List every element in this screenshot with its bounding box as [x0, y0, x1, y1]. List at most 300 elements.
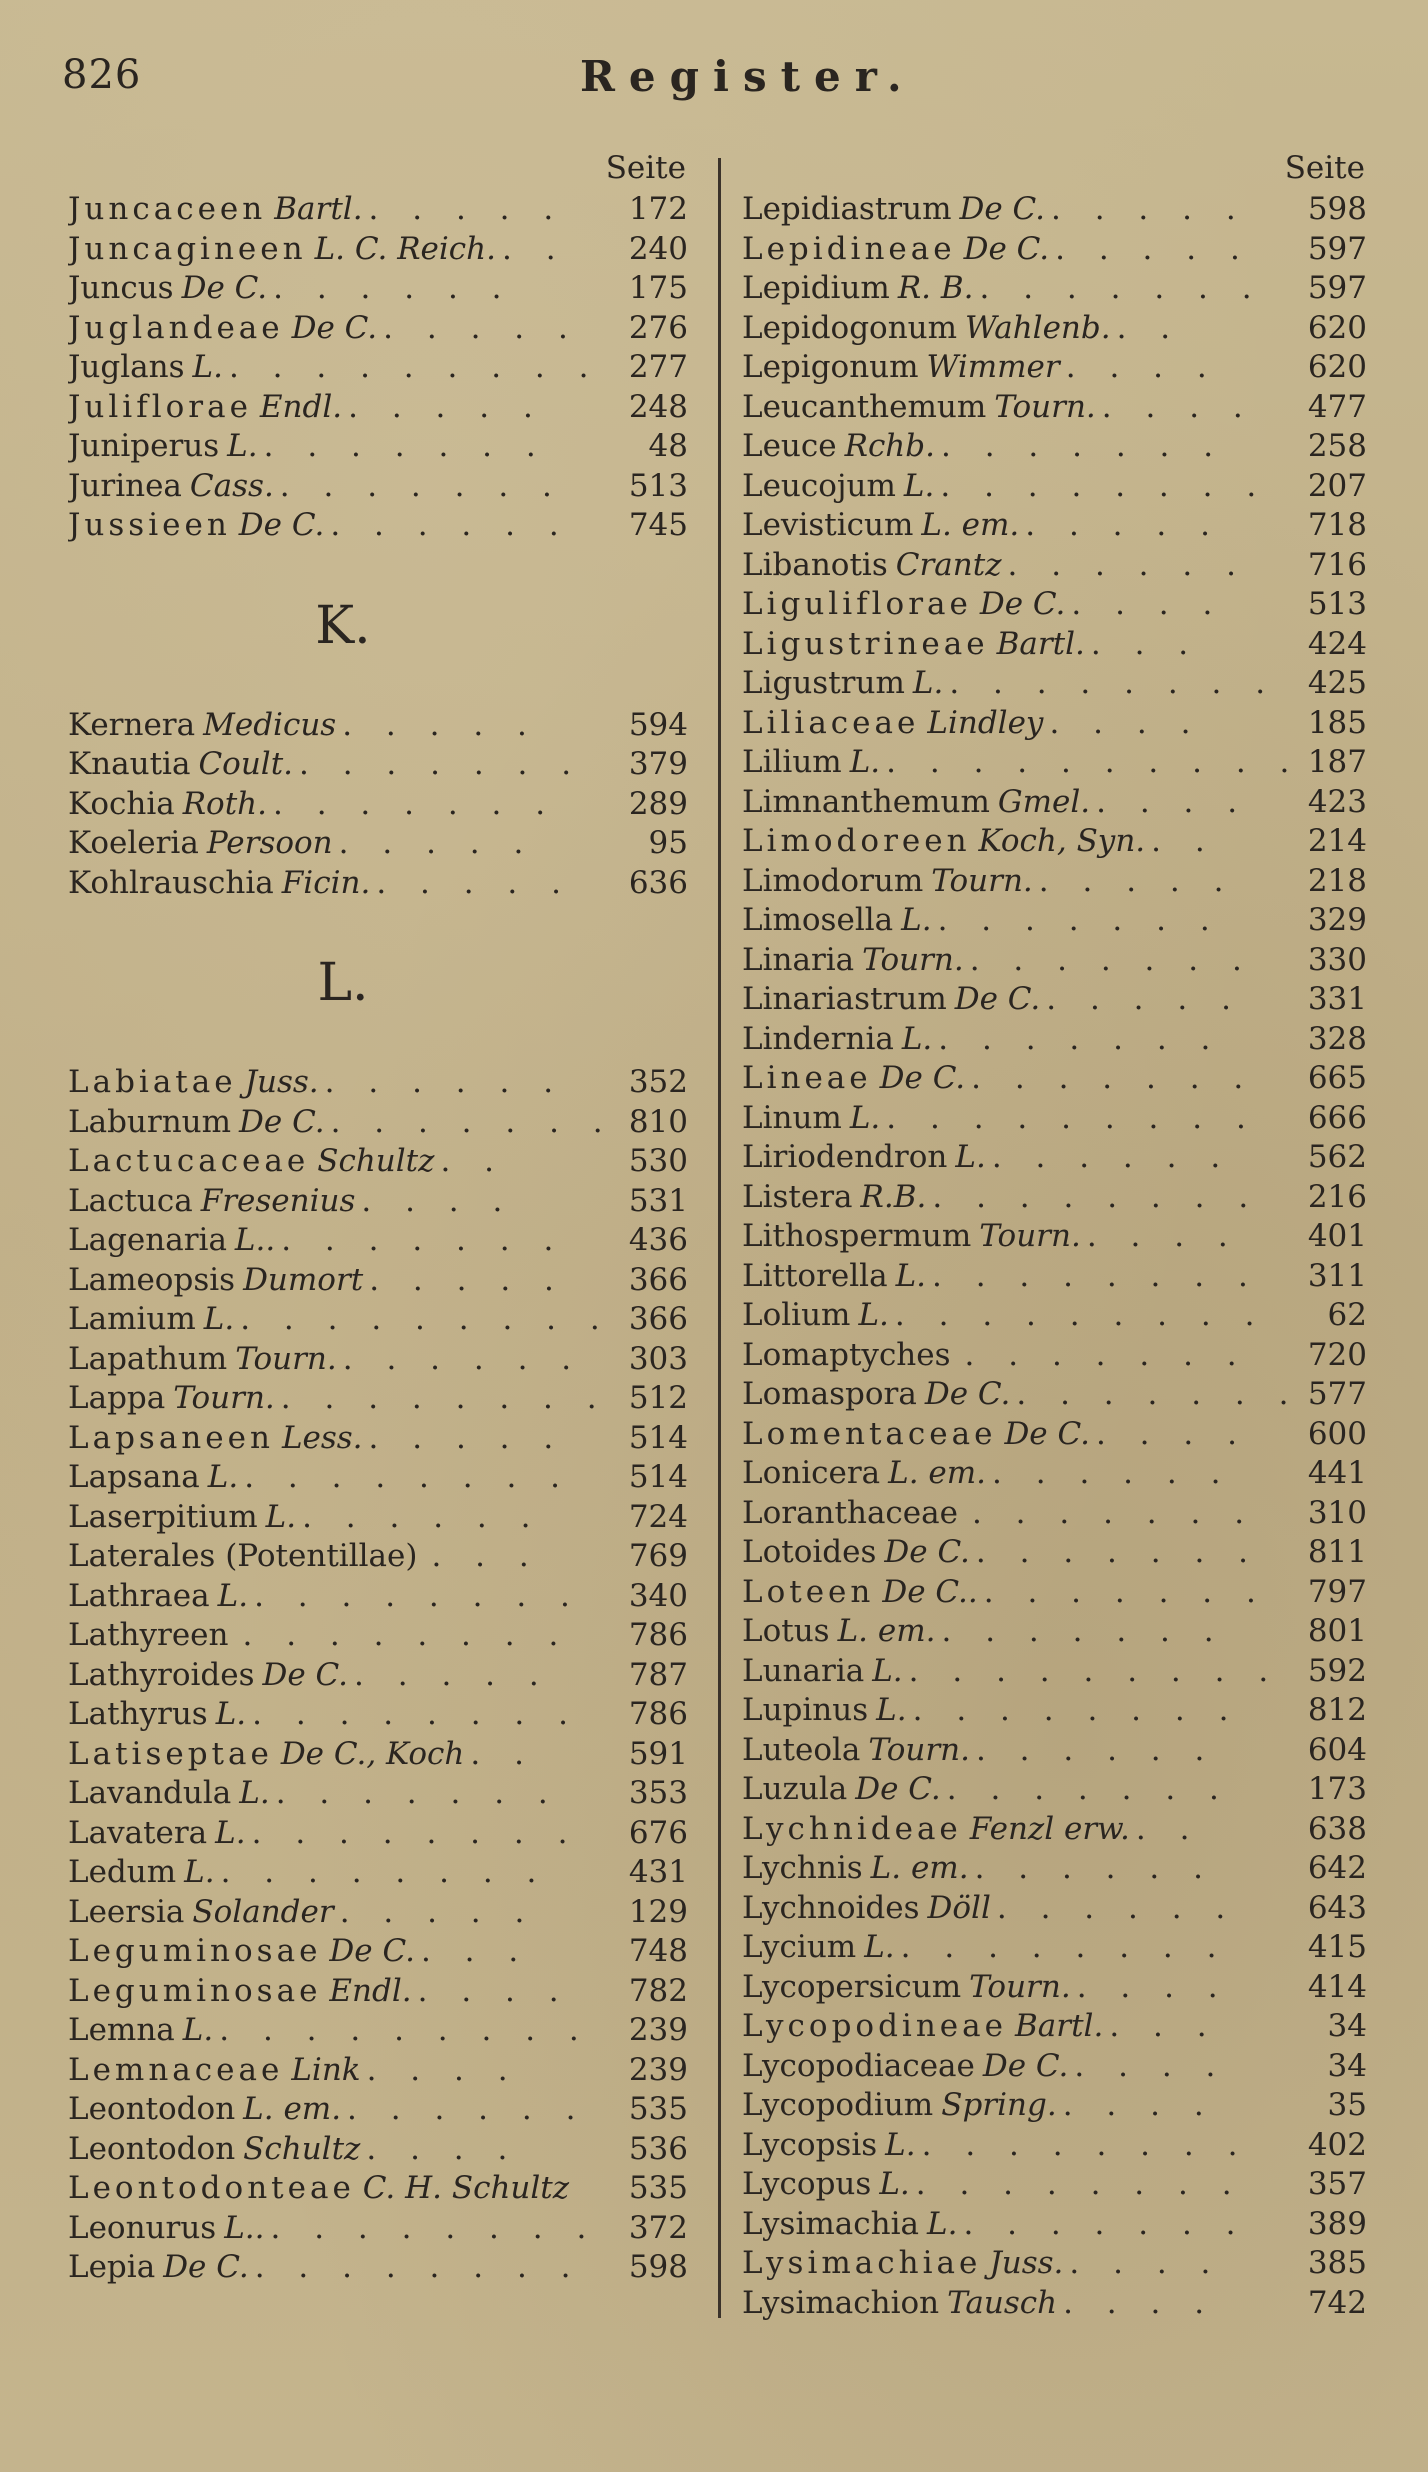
entry-author: Bartl.	[996, 625, 1085, 662]
leader-dots: . . . . . . .	[281, 1222, 566, 1258]
entry-name: Knautia	[68, 746, 191, 782]
entry-author: L..	[234, 1222, 276, 1258]
entry-author: L.	[876, 1692, 907, 1728]
leader-dots: . . . . . . .	[330, 1103, 615, 1140]
index-entry	[68, 2130, 688, 2170]
entry-author: Tourn.	[979, 1218, 1081, 1254]
entry-name: Liliaceae	[742, 704, 920, 741]
entry-name: Lactuca	[68, 1182, 193, 1219]
leader-dots: . . . . . . . .	[251, 1814, 580, 1851]
entry-name: Linum	[742, 1099, 842, 1136]
entry-author: Tourn.	[235, 1340, 337, 1377]
entry-page-number: 329	[1307, 902, 1367, 938]
entry-page-number: 328	[1307, 1020, 1367, 1057]
leader-dots: . . . . . . .	[941, 1613, 1226, 1649]
entry-name: Ligustrum	[742, 665, 905, 701]
index-entry	[68, 2248, 688, 2288]
entry-author: Tourn.	[862, 941, 964, 978]
entry-author: Link	[291, 2051, 361, 2088]
index-entry	[68, 230, 688, 270]
entry-page-number: 562	[1307, 1139, 1367, 1175]
entry-name: Lathraea	[68, 1577, 210, 1614]
entry-name: Lysimachiae	[742, 2245, 982, 2281]
leader-dots: . . . . . . .	[279, 467, 564, 504]
entry-name: Lilium	[742, 744, 842, 780]
leader-dots: . . . . . . .	[971, 1494, 1257, 1531]
leader-dots: . . .	[1090, 625, 1201, 662]
index-entry	[68, 1932, 688, 1972]
entry-author: De C.	[959, 191, 1046, 227]
leader-dots: . . . . . .	[273, 270, 514, 306]
entry-name: Linaria	[742, 941, 855, 978]
entry-author: Wahlenb.	[965, 309, 1111, 346]
entry-author: Ficin.	[281, 864, 371, 901]
entry-author: Less.	[281, 1419, 363, 1456]
entry-page-number: 812	[1307, 1692, 1367, 1728]
index-entry	[68, 1300, 688, 1340]
entry-page-number: 330	[1307, 941, 1367, 978]
entry-page-number: 366	[628, 1301, 688, 1337]
entry-name: Limosella	[742, 902, 894, 938]
entry-author: De C.	[329, 1933, 415, 1969]
leader-dots: . .	[1116, 309, 1183, 346]
entry-name: Leguminosae	[68, 1933, 322, 1969]
index-entry	[742, 1889, 1367, 1929]
entry-page-number: 604	[1307, 1731, 1367, 1768]
index-entry	[68, 427, 688, 467]
entry-author: L.	[239, 1775, 270, 1811]
leader-dots: . . . .	[366, 2051, 520, 2088]
leader-dots: . . .	[1109, 2008, 1219, 2044]
leader-dots: . . . . . . .	[963, 2205, 1248, 2242]
index-entry	[68, 1893, 688, 1933]
entry-page-number: 311	[1307, 1257, 1367, 1294]
entry-page-number: 276	[628, 309, 688, 346]
entry-author: L.	[901, 1020, 933, 1057]
entry-author: L. C. Reich.	[314, 230, 496, 267]
entry-name: Lapsana	[68, 1459, 200, 1495]
entry-page-number: 724	[628, 1498, 688, 1535]
index-entry	[742, 1928, 1367, 1968]
entry-name: Lomaptyches	[742, 1336, 951, 1373]
entry-page-number: 530	[628, 1143, 688, 1179]
leader-dots: . .	[440, 1143, 507, 1179]
entry-page-number: 414	[1307, 1968, 1367, 2005]
entry-name: Liguliflorae	[742, 586, 972, 622]
index-entry	[68, 1814, 688, 1854]
index-entry	[68, 1458, 688, 1498]
leader-dots: . . . . .	[369, 1261, 566, 1298]
entry-name: Limodoreen	[742, 823, 971, 859]
index-entry	[68, 1221, 688, 1261]
leader-dots: . . . . . . . .	[220, 1854, 549, 1890]
entry-page-number: 597	[1307, 270, 1367, 306]
leader-dots: . . . . .	[339, 1893, 537, 1930]
entry-name: Leersia	[68, 1893, 185, 1930]
leader-dots: . . . . . . . .	[280, 1380, 609, 1416]
index-entry	[68, 1063, 688, 1103]
entry-name: Leuce	[742, 428, 837, 464]
leader-dots: . . . .	[1071, 586, 1225, 622]
leader-dots: . . . .	[1101, 388, 1255, 425]
leader-dots: . . . . . . . . . .	[886, 744, 1302, 780]
leader-dots: . . . . . . .	[971, 1060, 1256, 1096]
entry-name: Lappa	[68, 1380, 166, 1416]
index-entry	[742, 1257, 1367, 1297]
entry-name: Luzula	[742, 1771, 848, 1807]
leader-dots: . . . .	[417, 1972, 571, 2009]
entry-name: Lepigonum	[742, 349, 919, 385]
entry-author: Schultz	[243, 2130, 361, 2167]
entry-page-number: 598	[628, 2249, 688, 2285]
entry-author: Döll	[927, 1889, 991, 1926]
leader-dots: . . . . .	[1055, 230, 1252, 267]
entry-name: Lavatera	[68, 1814, 208, 1851]
entry-author: L.	[265, 1498, 297, 1535]
entry-name: Latiseptae	[68, 1735, 273, 1772]
entry-page-number: 185	[1307, 704, 1367, 741]
leader-dots: . . . . . .	[342, 1340, 584, 1377]
entry-page-number: 62	[1327, 1297, 1367, 1333]
entry-name: Leontodonteae	[68, 2170, 355, 2206]
entry-name: Lycopersicum	[742, 1968, 962, 2005]
leader-dots: . . . . . .	[975, 1731, 1217, 1768]
entry-page-number: 389	[1307, 2205, 1367, 2242]
leader-dots: . . . . . . . .	[949, 665, 1278, 701]
entry-name: Leucanthemum	[742, 388, 987, 425]
entry-author: L.	[849, 744, 881, 780]
entry-name: Lemnaceae	[68, 2051, 284, 2088]
entry-author: Bartl.	[1015, 2008, 1104, 2044]
entry-name: Juglandeae	[68, 309, 284, 346]
entry-name: Lathyroides	[68, 1656, 255, 1693]
entry-author: L. em.	[888, 1455, 987, 1491]
entry-name: Limnanthemum	[742, 783, 990, 820]
entry-author: L.	[207, 1459, 239, 1495]
entry-page-number: 34	[1327, 2008, 1367, 2044]
entry-page-number: 535	[628, 2170, 688, 2206]
entry-author: L.	[192, 349, 223, 385]
entry-page-number: 782	[628, 1972, 688, 2009]
leader-dots: . . . . .	[1046, 981, 1243, 1017]
entry-page-number: 340	[628, 1577, 688, 1614]
entry-page-number: 331	[1307, 981, 1367, 1017]
leader-dots: . . . . . .	[991, 1139, 1233, 1175]
index-entry	[742, 2007, 1367, 2047]
index-entry	[742, 2284, 1367, 2324]
entry-page-number: 620	[1307, 309, 1367, 346]
entry-name: Lychnideae	[742, 1810, 962, 1847]
index-entry	[742, 743, 1367, 783]
index-entry	[742, 1099, 1367, 1139]
index-entry	[68, 1261, 688, 1301]
entry-author: L. em.	[837, 1613, 936, 1649]
leader-dots: . . . . . . . .	[900, 1929, 1229, 1965]
index-entry	[68, 1735, 688, 1775]
entry-author: Persoon	[206, 825, 333, 861]
entry-page-number: 240	[628, 230, 688, 267]
entry-page-number: 401	[1307, 1218, 1367, 1254]
entry-author: Tourn.	[868, 1731, 970, 1768]
entry-page-number: 665	[1307, 1060, 1367, 1096]
entry-name: Lepidogonum	[742, 309, 958, 346]
index-entry	[68, 190, 688, 230]
leader-dots: . . . . . . .	[273, 785, 558, 822]
entry-author: De C..	[882, 1573, 978, 1610]
entry-author: De C.	[1004, 1415, 1090, 1452]
entry-page-number: 366	[628, 1261, 688, 1298]
index-entry	[742, 1020, 1367, 1060]
entry-name: Lepidium	[742, 270, 890, 306]
entry-page-number: 175	[628, 270, 688, 306]
entry-author: De C.	[954, 981, 1041, 1017]
entry-name: Jussieen	[68, 507, 231, 543]
entry-page-number: 477	[1307, 388, 1367, 425]
entry-page-number: 129	[628, 1893, 688, 1930]
entry-page-number: 95	[648, 825, 688, 861]
entry-page-number: 535	[628, 2091, 688, 2127]
index-entry	[742, 427, 1367, 467]
index-entry	[68, 2011, 688, 2051]
page-header	[0, 52, 1428, 112]
entry-name: Juliflorae	[68, 388, 252, 425]
right-column	[742, 150, 1367, 2323]
leader-dots: . . . . . . . . .	[894, 1297, 1267, 1333]
leader-dots: . .	[1135, 1810, 1202, 1847]
leader-dots: . . . . . .	[324, 1064, 566, 1100]
leader-dots: . . . . . . . .	[254, 1577, 582, 1614]
index-entry	[742, 2244, 1367, 2284]
entry-author: Spring.	[941, 2087, 1057, 2123]
index-entry	[742, 388, 1367, 428]
entry-author: L.	[885, 2126, 916, 2163]
entry-author: Tourn.	[173, 1380, 275, 1416]
index-entry	[68, 706, 688, 746]
entry-author: L.	[895, 1257, 927, 1294]
entry-page-number: 218	[1307, 862, 1367, 899]
entry-author: Cass.	[189, 467, 274, 504]
leader-dots: . . . . . . . . .	[886, 1099, 1258, 1136]
entry-page-number: 239	[628, 2012, 688, 2048]
index-entry	[742, 190, 1367, 230]
entry-page-number: 415	[1307, 1929, 1367, 1965]
entry-author: Solander	[192, 1893, 334, 1930]
leader-dots: . . . . . . . . .	[240, 1301, 612, 1337]
entry-page-number: 620	[1307, 349, 1367, 385]
entry-author: L.	[184, 1854, 215, 1890]
entry-page-number: 352	[628, 1064, 688, 1100]
entry-author: L. em.	[243, 2091, 342, 2127]
entry-name: Juncus	[68, 270, 174, 306]
index-entry	[742, 2165, 1367, 2205]
entry-page-number: 786	[628, 1696, 688, 1732]
index-entry	[68, 1853, 688, 1893]
entry-author: L.	[901, 902, 932, 938]
leader-dots: . . . . .	[383, 309, 580, 346]
entry-page-number: 810	[628, 1103, 688, 1140]
entry-page-number: 248	[628, 388, 688, 425]
entry-author: De C.	[239, 1103, 325, 1140]
entry-name: Kohlrauschia	[68, 864, 274, 901]
index-entry	[742, 1415, 1367, 1455]
entry-page-number: 716	[1307, 546, 1367, 583]
leader-dots: . . . . . .	[330, 507, 571, 543]
leader-dots: . . . . .	[1038, 862, 1236, 899]
leader-dots: . . . . . . . .	[932, 1257, 1260, 1294]
leader-dots: . . . . . . .	[975, 1534, 1261, 1570]
index-entry	[68, 309, 688, 349]
entry-name: Lotoides	[742, 1534, 877, 1570]
entry-page-number: 310	[1307, 1494, 1367, 1531]
entry-page-number: 787	[628, 1656, 688, 1693]
index-entry	[742, 1770, 1367, 1810]
entry-name: Lapathum	[68, 1340, 228, 1377]
entry-author: De C.	[924, 1376, 1011, 1412]
entry-name: Lotus	[742, 1613, 830, 1649]
entry-name: Lunaria	[742, 1652, 865, 1689]
entry-page-number: 214	[1307, 823, 1367, 859]
entry-name: Koeleria	[68, 825, 199, 861]
entry-name: Laburnum	[68, 1103, 232, 1140]
index-entry	[742, 506, 1367, 546]
leader-dots: . . . .	[366, 2130, 520, 2167]
entry-author: Tourn.	[931, 862, 1033, 899]
entry-page-number: 173	[1307, 1771, 1367, 1807]
index-entry	[742, 1336, 1367, 1376]
leader-dots: . .	[470, 1735, 536, 1772]
entry-name: Lindernia	[742, 1020, 894, 1057]
leader-dots: . . . . . .	[347, 2091, 588, 2127]
index-entry	[68, 2051, 688, 2091]
entry-page-number: 636	[628, 864, 688, 901]
index-entry	[742, 1375, 1367, 1415]
entry-page-number: 745	[628, 507, 688, 543]
entry-author: L.	[217, 1577, 249, 1614]
leader-dots: . . . . . . .	[983, 1573, 1268, 1610]
column-divider	[718, 158, 721, 2318]
index-entry	[742, 1059, 1367, 1099]
index-entry	[742, 1296, 1367, 1336]
entry-author: De C.	[181, 270, 268, 306]
leader-dots: . . . . . . .	[937, 902, 1222, 938]
entry-page-number: 172	[628, 191, 688, 227]
entry-page-number: 48	[648, 428, 688, 464]
entry-name: Kernera	[68, 706, 196, 743]
entry-name: Lycium	[742, 1929, 857, 1965]
index-entry	[742, 1731, 1367, 1771]
leader-dots: . . . . . . . .	[940, 467, 1269, 504]
entry-author: C. H. Schultz	[362, 2170, 570, 2206]
leader-dots: . . . . .	[338, 825, 536, 861]
entry-author: L.	[215, 1814, 246, 1851]
entry-author: Koch, Syn.	[978, 823, 1146, 859]
entry-author: De C.	[879, 1060, 966, 1096]
index-entry	[742, 585, 1367, 625]
index-entry	[742, 309, 1367, 349]
entry-page-number: 207	[1307, 467, 1367, 504]
leader-dots: . . . . . . .	[979, 270, 1264, 306]
index-entry	[68, 2090, 688, 2130]
entry-page-number: 718	[1307, 507, 1367, 543]
leader-dots: . . . .	[1076, 1968, 1230, 2005]
running-head: Register.	[580, 52, 916, 101]
leader-dots: . . . .	[1069, 2245, 1223, 2281]
index-entry	[68, 1103, 688, 1143]
entry-author: L.	[858, 1297, 889, 1333]
entry-name: Lathyrus	[68, 1696, 208, 1732]
index-entry	[68, 1972, 688, 2012]
entry-author: Lindley	[927, 704, 1044, 741]
entry-name: Leguminosae	[68, 1972, 322, 2009]
entry-page-number: 258	[1307, 428, 1367, 464]
index-entry	[742, 1533, 1367, 1573]
entry-name: Lupinus	[742, 1692, 869, 1728]
entry-author: Endl.	[259, 388, 343, 425]
entry-author: De C.	[163, 2249, 249, 2285]
entry-author: L.	[864, 1929, 895, 1965]
index-entry	[68, 506, 688, 546]
entry-page-number: 769	[628, 1538, 688, 1574]
entry-page-number: 811	[1307, 1534, 1367, 1570]
index-entry	[68, 1498, 688, 1538]
section-letter: K.	[315, 595, 371, 656]
leader-dots: . .	[502, 230, 568, 267]
entry-name: Lapsaneen	[68, 1419, 274, 1456]
index-entry	[68, 1695, 688, 1735]
entry-page-number: 35	[1327, 2087, 1367, 2123]
entry-name: Lomaspora	[742, 1376, 917, 1412]
section-letter: L.	[317, 953, 369, 1013]
entry-page-number: 425	[1307, 665, 1367, 701]
entry-name: Loranthaceae	[742, 1494, 958, 1531]
leader-dots: . . . .	[1062, 2087, 1216, 2123]
entry-name: Lagenaria	[68, 1222, 227, 1258]
entry-page-number: 514	[628, 1419, 688, 1456]
entry-name: Lineae	[742, 1060, 872, 1096]
entry-name: Juniperus	[68, 428, 220, 464]
entry-author: De C.	[262, 1656, 349, 1693]
index-entry	[742, 1178, 1367, 1218]
entry-author: De C.	[855, 1771, 941, 1807]
entry-name: Lycopsis	[742, 2126, 878, 2163]
entry-name: Lysimachia	[742, 2205, 919, 2242]
entry-name: Lomentaceae	[742, 1415, 997, 1452]
entry-name: Lycopodineae	[742, 2008, 1007, 2044]
entry-page-number: 643	[1307, 1889, 1367, 1926]
entry-page-number: 402	[1307, 2126, 1367, 2163]
leader-dots: . . . . . . . . .	[228, 349, 601, 385]
entry-author: L..	[224, 2209, 265, 2246]
leader-dots: . . . . .	[354, 1656, 551, 1693]
index-entry	[68, 348, 688, 388]
index-entry	[742, 2086, 1367, 2126]
entry-author: R. B.	[897, 270, 974, 306]
entry-name: Lolium	[742, 1297, 851, 1333]
entry-name: Linariastrum	[742, 981, 947, 1017]
page-number: 826	[62, 52, 142, 98]
entry-author: Fenzl erw.	[969, 1810, 1130, 1847]
entry-page-number: 594	[628, 706, 688, 743]
leader-dots: . . . .	[361, 1182, 515, 1219]
index-entry	[742, 862, 1367, 902]
entry-name: Levisticum	[742, 507, 914, 543]
index-entry	[68, 1577, 688, 1617]
entry-page-number: 357	[1307, 2166, 1367, 2202]
entry-name: Libanotis	[742, 546, 888, 583]
entry-name: Luteola	[742, 1731, 861, 1768]
entry-author: R.B.	[860, 1178, 927, 1215]
leader-dots: . . . . . . . . .	[219, 2012, 591, 2048]
